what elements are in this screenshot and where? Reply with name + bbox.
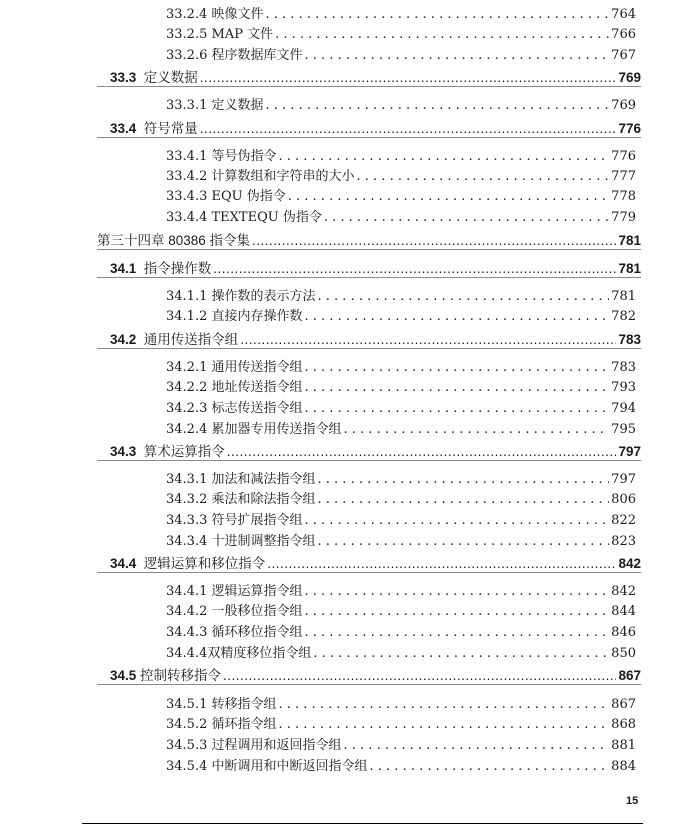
- toc-entry-number: 34.2.1: [166, 360, 208, 375]
- toc-entry-number: 34.4: [110, 556, 137, 571]
- toc-entry[interactable]: [166, 580, 636, 599]
- dot-leader: [266, 7, 610, 22]
- footer-rule: [82, 823, 643, 824]
- toc-entry-label: [110, 117, 198, 137]
- dot-leader: [318, 534, 610, 549]
- toc-entry[interactable]: [166, 23, 636, 42]
- toc-entry-page: 842: [611, 584, 636, 599]
- dot-leader: [357, 169, 610, 184]
- dot-leader: [313, 646, 609, 661]
- toc-entry-page: 797: [611, 472, 636, 487]
- toc-entry-number: 33.2.6: [166, 48, 208, 63]
- toc-entry-label: [166, 642, 311, 661]
- toc-entry-title: 映像文件: [211, 7, 264, 22]
- toc-entry-number: 33.3.1: [166, 98, 208, 113]
- toc-entry[interactable]: [166, 285, 636, 304]
- toc-entry-label: [110, 257, 211, 277]
- dot-leader: [305, 380, 610, 395]
- toc-entry-number: 33.3: [110, 70, 137, 85]
- toc-entry-title: 逻辑运算指令组: [211, 584, 303, 599]
- dot-leader: [223, 668, 616, 683]
- toc-entry[interactable]: [166, 693, 636, 712]
- toc-entry-label: [166, 693, 277, 712]
- toc-entry-number: 33.4.3: [166, 189, 208, 204]
- dot-leader: [344, 738, 610, 753]
- section-divider: [97, 277, 641, 278]
- toc-entry-title: 定义数据: [143, 70, 198, 85]
- toc-entry-number: 34.3.4: [166, 534, 208, 549]
- toc-entry-number: 34.4.3: [166, 625, 208, 640]
- toc-entry-title: 加法和减法指令组: [211, 472, 316, 487]
- toc-entry-number: 34.2: [110, 332, 137, 347]
- dot-leader: [279, 149, 610, 164]
- toc-entry-title: MAP 文件: [211, 27, 274, 42]
- toc-entry-label: [166, 397, 303, 416]
- toc-entry-label: [166, 376, 303, 395]
- toc-entry-label: [166, 145, 277, 164]
- toc-entry-label: [166, 418, 342, 437]
- toc-section-entry[interactable]: [110, 664, 641, 684]
- toc-entry-label: [166, 165, 355, 184]
- toc-entry-page: 781: [618, 233, 641, 248]
- toc-entry[interactable]: [166, 418, 636, 437]
- toc-entry[interactable]: [166, 185, 636, 204]
- toc-entry-page: 781: [618, 261, 641, 276]
- toc-entry-title: 符号常量: [143, 121, 198, 136]
- toc-entry[interactable]: [166, 642, 636, 661]
- toc-entry-title: 计算数组和字符串的大小: [211, 169, 355, 184]
- toc-entry-number: 34.4.2: [166, 604, 208, 619]
- toc-entry[interactable]: [166, 755, 636, 774]
- toc-entry-page: 766: [611, 27, 636, 42]
- dot-leader: [305, 309, 610, 324]
- toc-entry-label: [110, 552, 265, 572]
- toc-entry-page: 769: [618, 70, 641, 85]
- toc-entry-title: 乘法和除法指令组: [211, 492, 316, 507]
- toc-entry[interactable]: [166, 734, 636, 753]
- section-divider: [97, 460, 641, 461]
- toc-entry-title: TEXTEQU 伪指令: [211, 210, 322, 225]
- toc-entry-title: 算术运算指令: [143, 444, 225, 459]
- toc-chapter-entry[interactable]: [97, 229, 641, 249]
- dot-leader: [213, 261, 616, 276]
- toc-entry-page: 764: [611, 7, 636, 22]
- toc-section-entry[interactable]: [110, 257, 641, 277]
- toc-entry-number: 33.2.5: [166, 27, 208, 42]
- toc-entry-title: 操作数的表示方法: [211, 289, 316, 304]
- chapter-divider: [97, 249, 641, 250]
- toc-entry-title: 直接内存操作数: [211, 309, 303, 324]
- dot-leader: [200, 121, 617, 136]
- toc-entry-number: 34.3.1: [166, 472, 208, 487]
- dot-leader: [324, 210, 609, 225]
- dot-leader: [305, 625, 610, 640]
- toc-entry-title: 逻辑运算和移位指令: [143, 556, 266, 571]
- toc-entry-page: 806: [611, 492, 636, 507]
- toc-entry-label: [166, 23, 273, 42]
- dot-leader: [252, 233, 616, 248]
- toc-entry-title: 等号伪指令: [211, 149, 277, 164]
- toc-entry-label: [166, 44, 303, 63]
- toc-entry-title: 定义数据: [211, 98, 264, 113]
- toc-entry[interactable]: [166, 94, 636, 113]
- toc-entry-number: 34.5.3: [166, 738, 208, 753]
- toc-section-entry[interactable]: [110, 117, 641, 137]
- toc-entry[interactable]: [166, 621, 636, 640]
- toc-section-entry[interactable]: [110, 328, 641, 348]
- toc-entry-title: 通用传送指令组: [143, 332, 239, 347]
- toc-entry[interactable]: [166, 509, 636, 528]
- toc-entry-number: 33.2.4: [166, 7, 208, 22]
- dot-leader: [267, 556, 616, 571]
- toc-section-entry[interactable]: [110, 552, 641, 572]
- toc-entry-page: 783: [618, 332, 641, 347]
- dot-leader: [200, 70, 617, 85]
- toc-entry-label: [166, 285, 316, 304]
- toc-entry-page: 881: [611, 738, 636, 753]
- toc-entry[interactable]: [166, 713, 636, 732]
- dot-leader: [288, 189, 609, 204]
- dot-leader: [279, 697, 610, 712]
- toc-entry-page: 783: [611, 360, 636, 375]
- toc-entry-page: 842: [618, 556, 641, 571]
- toc-entry-title: 过程调用和返回指令组: [211, 738, 342, 753]
- toc-entry[interactable]: [166, 3, 636, 22]
- toc-entry-page: 782: [611, 309, 636, 324]
- dot-leader: [344, 422, 610, 437]
- toc-entry[interactable]: [166, 488, 636, 507]
- toc-entry-title: 控制转移指令: [140, 668, 222, 683]
- toc-entry-label: [166, 713, 277, 732]
- toc-section-entry[interactable]: [110, 440, 641, 460]
- dot-leader: [305, 604, 610, 619]
- toc-entry-number: 34.3.2: [166, 492, 208, 507]
- toc-entry-page: 846: [611, 625, 636, 640]
- toc-entry-number: 34.5: [110, 668, 137, 683]
- toc-entry-page: 794: [611, 401, 636, 416]
- toc-entry-label: [110, 440, 225, 460]
- toc-entry-title: 地址传送指令组: [211, 380, 303, 395]
- toc-entry-number: 34.5.4: [166, 759, 208, 774]
- toc-entry-label: [166, 755, 368, 774]
- dot-leader: [227, 444, 617, 459]
- toc-entry-label: [166, 530, 316, 549]
- dot-leader: [305, 401, 610, 416]
- toc-entry-number: 33.4.2: [166, 169, 208, 184]
- toc-entry-page: 822: [611, 513, 636, 528]
- toc-entry-label: [166, 3, 264, 22]
- toc-entry-page: 823: [611, 534, 636, 549]
- dot-leader: [305, 48, 610, 63]
- toc-entry-number: 33.4.1: [166, 149, 208, 164]
- toc-entry-title: 一般移位指令组: [211, 604, 303, 619]
- toc-entry[interactable]: [166, 165, 636, 184]
- toc-entry-label: [166, 185, 286, 204]
- toc-entry-number: 34.2.2: [166, 380, 208, 395]
- toc-entry-label: [166, 734, 342, 753]
- toc-entry-label: [166, 509, 303, 528]
- toc-entry-title: 中断调用和中断返回指令组: [211, 759, 368, 774]
- toc-entry-number: 34.3.3: [166, 513, 208, 528]
- dot-leader: [240, 332, 616, 347]
- toc-entry-number: 34.5.1: [166, 697, 208, 712]
- toc-entry-page: 867: [618, 668, 641, 683]
- toc-entry-page: 767: [611, 48, 636, 63]
- toc-entry[interactable]: [166, 376, 636, 395]
- toc-entry[interactable]: [166, 44, 636, 63]
- dot-leader: [305, 513, 610, 528]
- toc-entry-page: 795: [611, 422, 636, 437]
- toc-entry-number: 34.3: [110, 444, 137, 459]
- toc-entry-page: 778: [611, 189, 636, 204]
- section-divider: [97, 137, 641, 138]
- toc-entry-page: 867: [611, 697, 636, 712]
- toc-entry-title: 十进制调整指令组: [211, 534, 316, 549]
- dot-leader: [318, 492, 610, 507]
- dot-leader: [318, 289, 610, 304]
- toc-entry-title: 指令操作数: [143, 261, 212, 276]
- toc-entry-title: 循环移位指令组: [211, 625, 303, 640]
- toc-entry-label: [166, 621, 303, 640]
- toc-chapter-title: 第三十四章 80386 指令集: [97, 233, 251, 248]
- toc-entry-title: 标志传送指令组: [211, 401, 303, 416]
- toc-entry-number: 33.4.4: [166, 210, 208, 225]
- toc-entry-title: 程序数据库文件: [211, 48, 303, 63]
- toc-entry-label: [166, 356, 303, 375]
- toc-entry-page: 844: [611, 604, 636, 619]
- dot-leader: [279, 717, 610, 732]
- toc-entry-page: 769: [611, 98, 636, 113]
- toc-entry-label: [110, 664, 221, 684]
- toc-entry-number: 34.4.1: [166, 584, 208, 599]
- toc-section-entry[interactable]: [110, 66, 641, 86]
- dot-leader: [318, 472, 610, 487]
- dot-leader: [305, 360, 610, 375]
- toc-entry-page: 776: [618, 121, 641, 136]
- toc-entry-number: 34.2.3: [166, 401, 208, 416]
- toc-entry-number: 33.4: [110, 121, 137, 136]
- toc-entry[interactable]: [166, 305, 636, 324]
- toc-entry-page: 797: [618, 444, 641, 459]
- toc-entry[interactable]: [166, 356, 636, 375]
- toc-entry-number: 34.1: [110, 261, 137, 276]
- toc-entry-number: 34.1.1: [166, 289, 208, 304]
- dot-leader: [305, 584, 610, 599]
- toc-entry-page: 850: [611, 646, 636, 661]
- toc-entry[interactable]: [166, 600, 636, 619]
- dot-leader: [275, 27, 609, 42]
- toc-entry-title: 循环指令组: [211, 717, 277, 732]
- toc-entry-number: 34.1.2: [166, 309, 208, 324]
- toc-entry-label: [166, 94, 264, 113]
- section-divider: [97, 572, 641, 573]
- toc-entry-title: 转移指令组: [211, 697, 277, 712]
- toc-entry-label: [110, 66, 198, 86]
- toc-entry-title: 累加器专用传送指令组: [211, 422, 342, 437]
- toc-entry[interactable]: [166, 468, 636, 487]
- toc-entry-label: [166, 580, 303, 599]
- toc-entry-label: [166, 206, 322, 225]
- section-divider: [97, 684, 641, 685]
- toc-entry-page: 776: [611, 149, 636, 164]
- toc-entry[interactable]: [166, 397, 636, 416]
- toc-entry-page: 777: [611, 169, 636, 184]
- toc-entry[interactable]: [166, 206, 636, 225]
- toc-entry-number: 34.2.4: [166, 422, 208, 437]
- toc-entry-label: [166, 468, 316, 487]
- toc-entry[interactable]: [166, 530, 636, 549]
- toc-entry-title: EQU 伪指令: [211, 189, 286, 204]
- toc-entry-number: 34.5.2: [166, 717, 208, 732]
- toc-entry-page: 868: [611, 717, 636, 732]
- toc-entry-label: [166, 305, 303, 324]
- toc-entry-page: 884: [611, 759, 636, 774]
- toc-entry-title: 双精度移位指令组: [207, 646, 312, 661]
- toc-entry-label: [166, 488, 316, 507]
- dot-leader: [370, 759, 610, 774]
- toc-entry-title: 符号扩展指令组: [211, 513, 303, 528]
- footer-page-number: 15: [626, 795, 639, 807]
- toc-entry-title: 通用传送指令组: [211, 360, 303, 375]
- toc-entry-number: 34.4.4: [166, 646, 208, 661]
- toc-entry-page: 793: [611, 380, 636, 395]
- toc-entry-page: 781: [611, 289, 636, 304]
- section-divider: [97, 86, 641, 87]
- dot-leader: [266, 98, 610, 113]
- toc-entry[interactable]: [166, 145, 636, 164]
- toc-entry-label: [110, 328, 238, 348]
- toc-entry-label: [166, 600, 303, 619]
- toc-entry-page: 779: [611, 210, 636, 225]
- section-divider: [97, 348, 641, 349]
